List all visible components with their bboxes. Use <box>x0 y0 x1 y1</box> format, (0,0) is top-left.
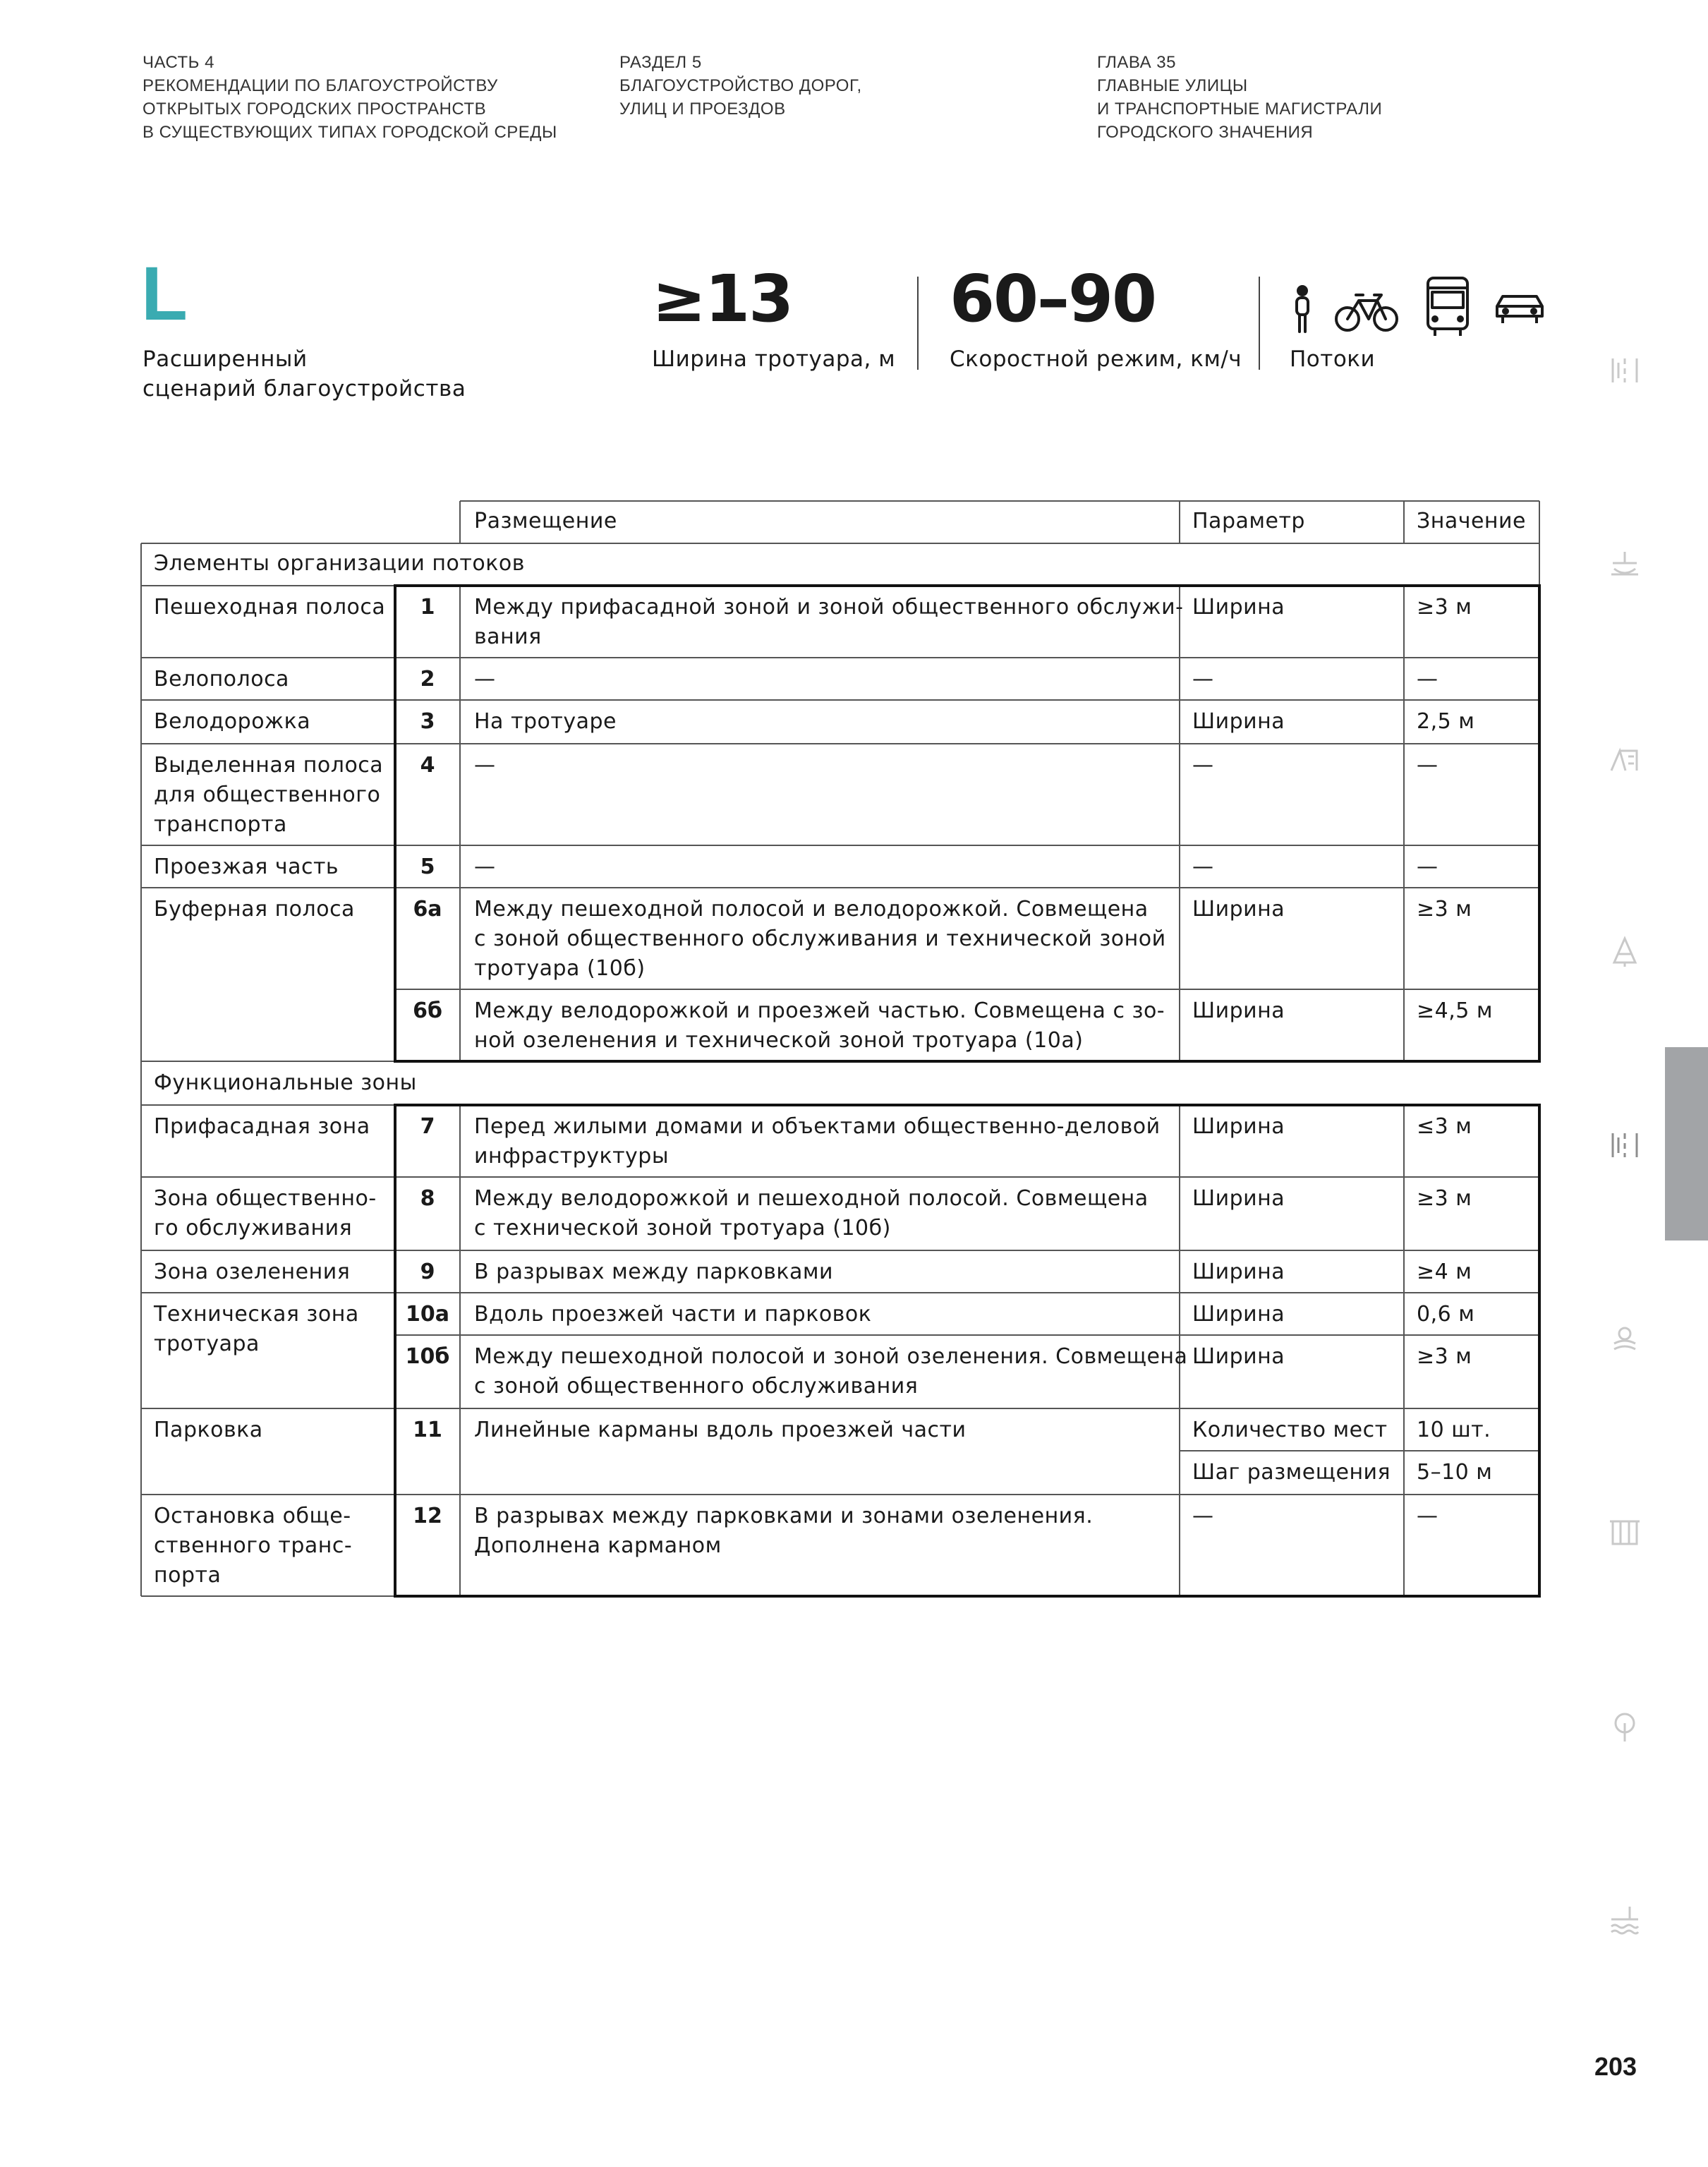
column-header-parameter: Параметр <box>1192 509 1305 533</box>
row-name: Парковка <box>154 1418 263 1442</box>
row-placement: ной озеленения и технической зоной тротуара (10а) <box>474 1028 1084 1053</box>
row-number: 6а <box>413 897 442 922</box>
header-line: И ТРАНСПОРТНЫЕ МАГИСТРАЛИ <box>1097 99 1383 119</box>
car-icon <box>1497 296 1542 323</box>
scenario-line: Расширенный <box>143 346 308 372</box>
row-name: порта <box>154 1563 222 1588</box>
row-placement: вания <box>474 624 542 649</box>
kpi-divider <box>917 277 919 370</box>
tree-icon <box>1609 1710 1641 1743</box>
row-value: ≥3 м <box>1417 1186 1472 1211</box>
row-value: ≤3 м <box>1417 1114 1472 1139</box>
row-placement: На тротуаре <box>474 709 617 734</box>
sidewalk-width-label: Ширина тротуара, м <box>652 346 896 372</box>
row-placement: Между пешеходной полосой и зоной озеленения. Совмещена <box>474 1344 1188 1369</box>
scenario-line: сценарий благоустройства <box>143 376 466 402</box>
header-line: ЧАСТЬ 4 <box>143 53 214 72</box>
row-parameter: Количество мест <box>1192 1418 1388 1442</box>
speed-value: 60–90 <box>950 261 1156 337</box>
page-number: 203 <box>1594 2052 1637 2081</box>
row-parameter: — <box>1192 667 1214 692</box>
row-value: ≥4 м <box>1417 1260 1472 1284</box>
row-parameter: Ширина <box>1192 998 1285 1023</box>
row-placement: Между велодорожкой и проезжей частью. Совмещена с зо- <box>474 998 1165 1023</box>
row-name: Зона общественно- <box>154 1186 377 1211</box>
row-value: 5–10 м <box>1417 1460 1493 1485</box>
column-header-value: Значение <box>1417 509 1526 533</box>
row-number: 4 <box>420 753 435 778</box>
group-header-zones: Функциональные зоны <box>154 1070 417 1095</box>
row-placement: В разрывах между парковками и зонами озеленения. <box>474 1504 1094 1528</box>
row-placement: В разрывах между парковками <box>474 1260 834 1284</box>
header-chapter <box>1097 51 1382 144</box>
row-value: 10 шт. <box>1417 1418 1491 1442</box>
header-line: РЕКОМЕНДАЦИИ ПО БЛАГОУСТРОЙСТВУ <box>143 76 498 95</box>
row-number: 10а <box>406 1302 449 1327</box>
row-placement: Перед жилыми домами и объектами общественно-деловой <box>474 1114 1161 1139</box>
row-parameter: — <box>1192 1504 1214 1528</box>
row-placement: — <box>474 855 496 879</box>
group-header-flows: Элементы организации потоков <box>154 551 525 576</box>
row-placement: Линейные карманы вдоль проезжей части <box>474 1418 967 1442</box>
row-parameter: — <box>1192 753 1214 778</box>
pedestrian-icon <box>1297 286 1308 332</box>
row-placement: Между прифасадной зоной и зоной общественного обслужи- <box>474 595 1184 620</box>
row-number: 8 <box>420 1186 435 1211</box>
building-icon <box>1609 1516 1641 1548</box>
row-number: 11 <box>413 1418 442 1442</box>
header-line: В СУЩЕСТВУЮЩИХ ТИПАХ ГОРОДСКОЙ СРЕДЫ <box>143 123 557 142</box>
header-line: ГЛАВНЫЕ УЛИЦЫ <box>1097 76 1248 95</box>
row-placement: с технической зоной тротуара (10б) <box>474 1216 891 1241</box>
scenario-letter: L <box>141 250 188 336</box>
row-placement: — <box>474 753 496 778</box>
row-name: Велодорожка <box>154 709 311 734</box>
column-header-placement: Размещение <box>474 509 617 533</box>
row-placement: Между велодорожкой и пешеходной полосой. Совмещена <box>474 1186 1149 1211</box>
row-placement: Дополнена карманом <box>474 1533 722 1558</box>
row-value: ≥3 м <box>1417 897 1472 922</box>
row-number: 10б <box>405 1344 450 1369</box>
row-placement: с зоной общественного обслуживания и технической зоной <box>474 926 1166 951</box>
sidewalk-width-value: ≥13 <box>652 261 793 337</box>
row-value: — <box>1417 1504 1439 1528</box>
row-value: — <box>1417 753 1439 778</box>
park-icon <box>1609 936 1641 968</box>
bicycle-icon <box>1336 295 1397 330</box>
row-name: транспорта <box>154 812 287 837</box>
row-number: 9 <box>420 1260 435 1284</box>
speed-label: Скоростной режим, км/ч <box>950 346 1242 372</box>
row-placement: — <box>474 667 496 692</box>
row-name: ственного транс- <box>154 1533 353 1558</box>
row-value: ≥4,5 м <box>1417 998 1494 1023</box>
header-line: ОТКРЫТЫХ ГОРОДСКИХ ПРОСТРАНСТВ <box>143 99 487 119</box>
row-parameter: Ширина <box>1192 595 1285 620</box>
street-section-icon <box>1609 1129 1641 1161</box>
header-line: УЛИЦ И ПРОЕЗДОВ <box>619 99 786 119</box>
row-name: тротуара <box>154 1332 260 1356</box>
row-placement: Вдоль проезжей части и парковок <box>474 1302 872 1327</box>
row-name: го обслуживания <box>154 1216 353 1241</box>
row-name: Остановка обще- <box>154 1504 351 1528</box>
row-parameter: Ширина <box>1192 897 1285 922</box>
row-name: Проезжая часть <box>154 855 339 879</box>
row-parameter: Ширина <box>1192 1186 1285 1211</box>
waterfront-icon <box>1609 1904 1641 1936</box>
header-section <box>619 51 862 121</box>
row-number: 3 <box>420 709 435 734</box>
row-number: 7 <box>420 1114 435 1139</box>
row-placement: тротуара (10б) <box>474 956 646 981</box>
street-section-icon <box>1609 354 1641 387</box>
row-value: — <box>1417 855 1439 879</box>
row-name: Техническая зона <box>154 1302 359 1327</box>
row-number: 12 <box>413 1504 442 1528</box>
row-name: Буферная полоса <box>154 897 355 922</box>
kpi-divider <box>1259 277 1260 370</box>
header-line: ГОРОДСКОГО ЗНАЧЕНИЯ <box>1097 123 1314 142</box>
row-name: Пешеходная полоса <box>154 595 386 620</box>
embankment-icon <box>1609 742 1641 775</box>
row-parameter: Ширина <box>1192 709 1285 734</box>
row-number: 2 <box>420 667 435 692</box>
row-name: Зона озеленения <box>154 1260 351 1284</box>
header-line: РАЗДЕЛ 5 <box>619 53 702 72</box>
row-parameter: — <box>1192 855 1214 879</box>
bus-icon <box>1428 278 1467 336</box>
flow-icons <box>1290 272 1551 340</box>
courtyard-icon <box>1609 1322 1641 1355</box>
row-value: ≥3 м <box>1417 595 1472 620</box>
row-value: 2,5 м <box>1417 709 1475 734</box>
row-parameter: Ширина <box>1192 1114 1285 1139</box>
row-name: Велополоса <box>154 667 289 692</box>
row-name: Выделенная полоса <box>154 753 384 778</box>
section-tab[interactable] <box>1665 1047 1708 1241</box>
header-part <box>143 51 557 144</box>
header-line: ГЛАВА 35 <box>1097 53 1176 72</box>
flows-label: Потоки <box>1290 346 1376 372</box>
row-number: 5 <box>420 855 435 879</box>
row-placement: инфраструктуры <box>474 1144 670 1169</box>
row-value: — <box>1417 667 1439 692</box>
row-parameter: Ширина <box>1192 1302 1285 1327</box>
row-parameter: Шаг размещения <box>1192 1460 1391 1485</box>
row-placement: Между пешеходной полосой и велодорожкой. Совмещена <box>474 897 1149 922</box>
row-value: ≥3 м <box>1417 1344 1472 1369</box>
row-parameter: Ширина <box>1192 1260 1285 1284</box>
row-number: 1 <box>420 595 435 620</box>
row-parameter: Ширина <box>1192 1344 1285 1369</box>
row-placement: с зоной общественного обслуживания <box>474 1374 919 1399</box>
row-name: для общественного <box>154 783 381 807</box>
scenario-label <box>143 344 466 404</box>
square-icon <box>1609 549 1641 581</box>
row-number: 6б <box>413 998 442 1023</box>
header-line: БЛАГОУСТРОЙСТВО ДОРОГ, <box>619 76 862 95</box>
row-name: Прифасадная зона <box>154 1114 370 1139</box>
row-value: 0,6 м <box>1417 1302 1475 1327</box>
